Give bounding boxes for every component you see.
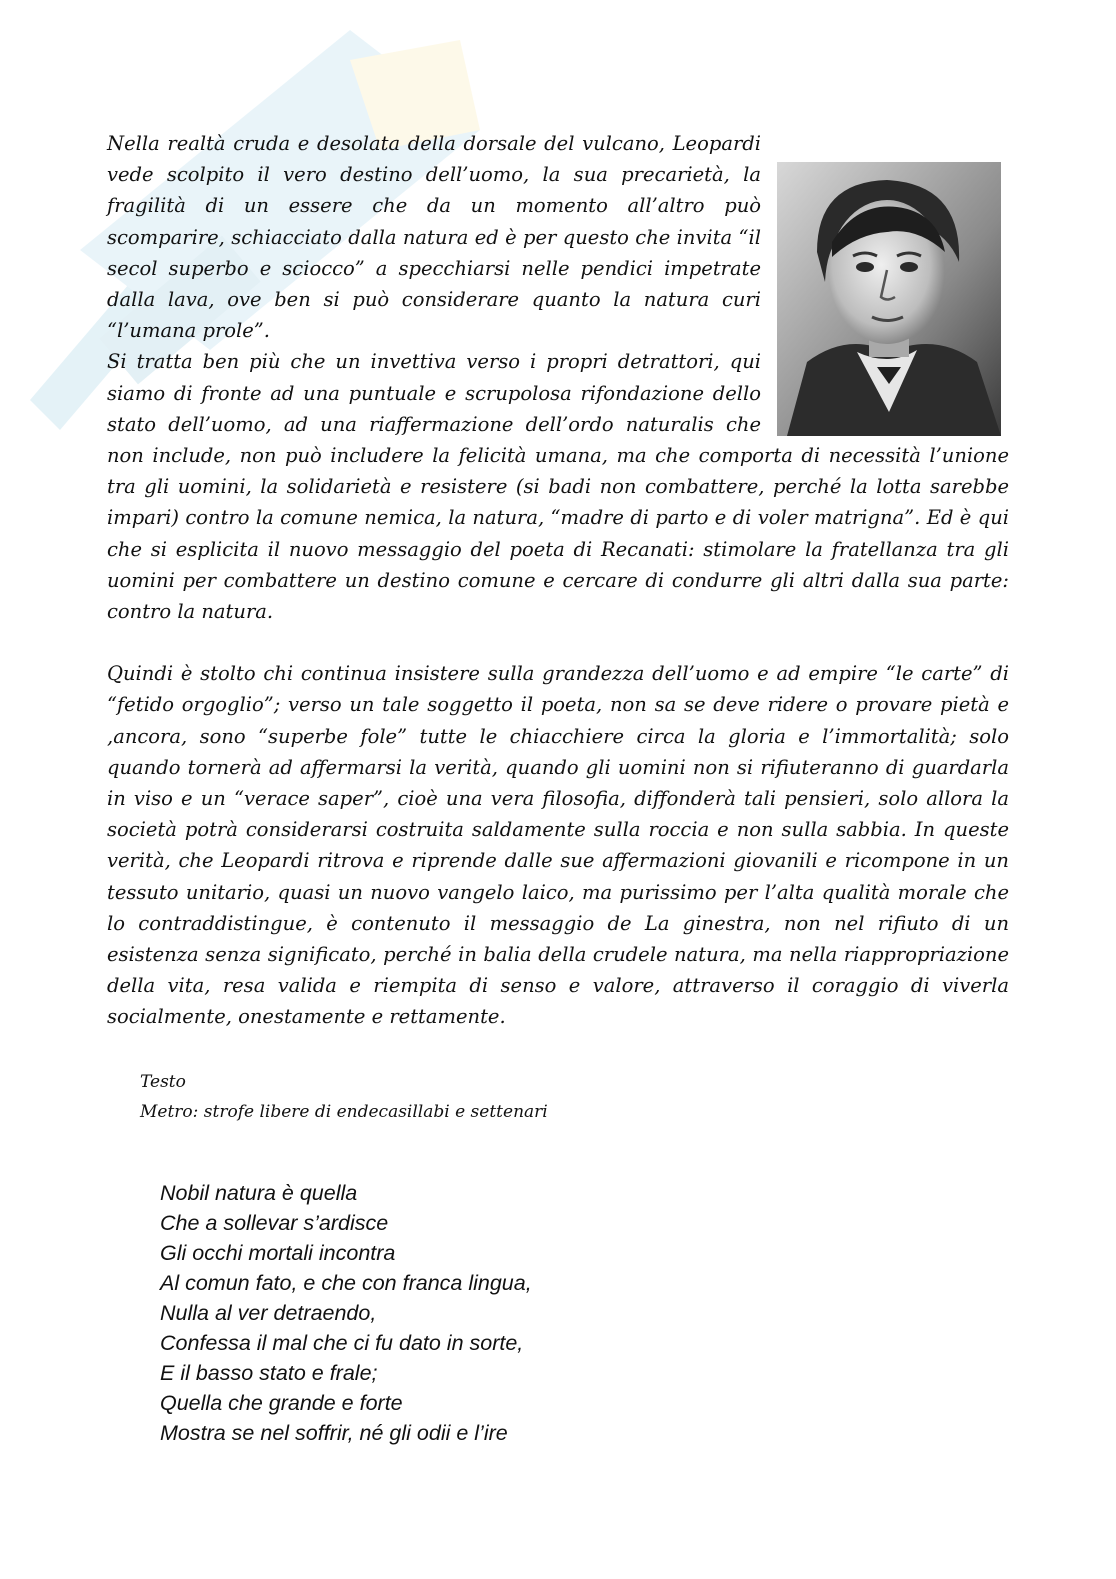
poem-line: Mostra se nel soffrir, né gli odii e l’ire — [160, 1421, 508, 1445]
document-body — [107, 128, 1009, 1033]
poem-line: Nulla al ver detraendo, — [160, 1301, 377, 1325]
poem-line: Quella che grande e forte — [160, 1391, 403, 1415]
portrait-image — [777, 162, 1001, 436]
poem-line: Confessa il mal che ci fu dato in sorte, — [160, 1331, 524, 1355]
testo-heading: Testo — [140, 1072, 186, 1092]
paragraph-conclusion: Quindi è stolto chi continua insistere sulla grandezza dell’uomo e ad empire “le carte” di “fetido orgoglio”; verso un tale soggetto il poeta, non sa se deve ridere o provare pietà e ,ancora, sono “superbe fole” tutte le chiacchiere circa la gloria e l’immortalità; solo quando tornerà ad affermarsi la verità, quando gli uomini non si rifiuteranno di guardarla in viso e un “verace saper”, cioè una vera filosofia, diffonderà tali pensieri, solo allora la società potrà considerarsi costruita saldamente sulla roccia e non sulla sabbia. In queste verità, che Leopardi ritrova e riprende dalle sue affermazioni giovanili e ricompone in un tessuto unitario, quasi un nuovo vangelo laico, ma purissimo per l’alta qualità morale che lo contraddistingue, è contenuto il messaggio de La ginestra, non nel rifiuto di un esistenza senza significato, perché in balia della crudele natura, ma nella riappropriazione della vita, resa valida e riempita di senso e valore, attraverso il coraggio di viverla socialmente, onestamente e rettamente. — [107, 662, 1009, 1029]
poem-line: Gli occhi mortali incontra — [160, 1241, 396, 1265]
poem-line: E il basso stato e frale; — [160, 1361, 378, 1385]
paragraph-intro: Nella realtà cruda e desolata della dorsale del vulcano, Leopardi vede scolpito il vero destino dell’uomo, la sua precarietà, la fragilità di un essere che da un momento all’altro può scomparire, schiacciato dalla natura ed è per questo che invita “il secol superbo e sciocco” a specchiarsi nelle pendici impetrate dalla lava, ove ben si può considerare quanto la natura curi “l’umana prole”. — [107, 132, 761, 343]
poem-excerpt — [160, 1178, 532, 1448]
metro-line: Metro: strofe libere di endecasillabi e settenari — [140, 1102, 548, 1122]
paragraph-ordo-naturalis: Si tratta ben più che un invettiva verso i propri detrattori, qui siamo di fronte ad una puntuale e scrupolosa rifondazione dello stato dell’uomo, ad una riaffermazione dell’ordo naturalis che non include, non può includere la felicità umana, ma che comporta di necessità l’unione tra gli uomini, la solidarietà e resistere (si badi non combattere, perché la lotta sarebbe impari) contro la comune nemica, la natura, “madre di parto e di voler matrigna”. Ed è qui che si esplicita il nuovo messaggio del poeta di Recanati: stimolare la fratellanza tra gli uomini per combattere un destino comune e cercare di condurre gli altri dalla sua parte: contro la natura. — [107, 350, 1009, 624]
testo-header-block — [140, 1067, 548, 1127]
poem-line: Nobil natura è quella — [160, 1181, 358, 1205]
poem-line: Al comun fato, e che con franca lingua, — [160, 1271, 532, 1295]
poem-line: Che a sollevar s’ardisce — [160, 1211, 389, 1235]
